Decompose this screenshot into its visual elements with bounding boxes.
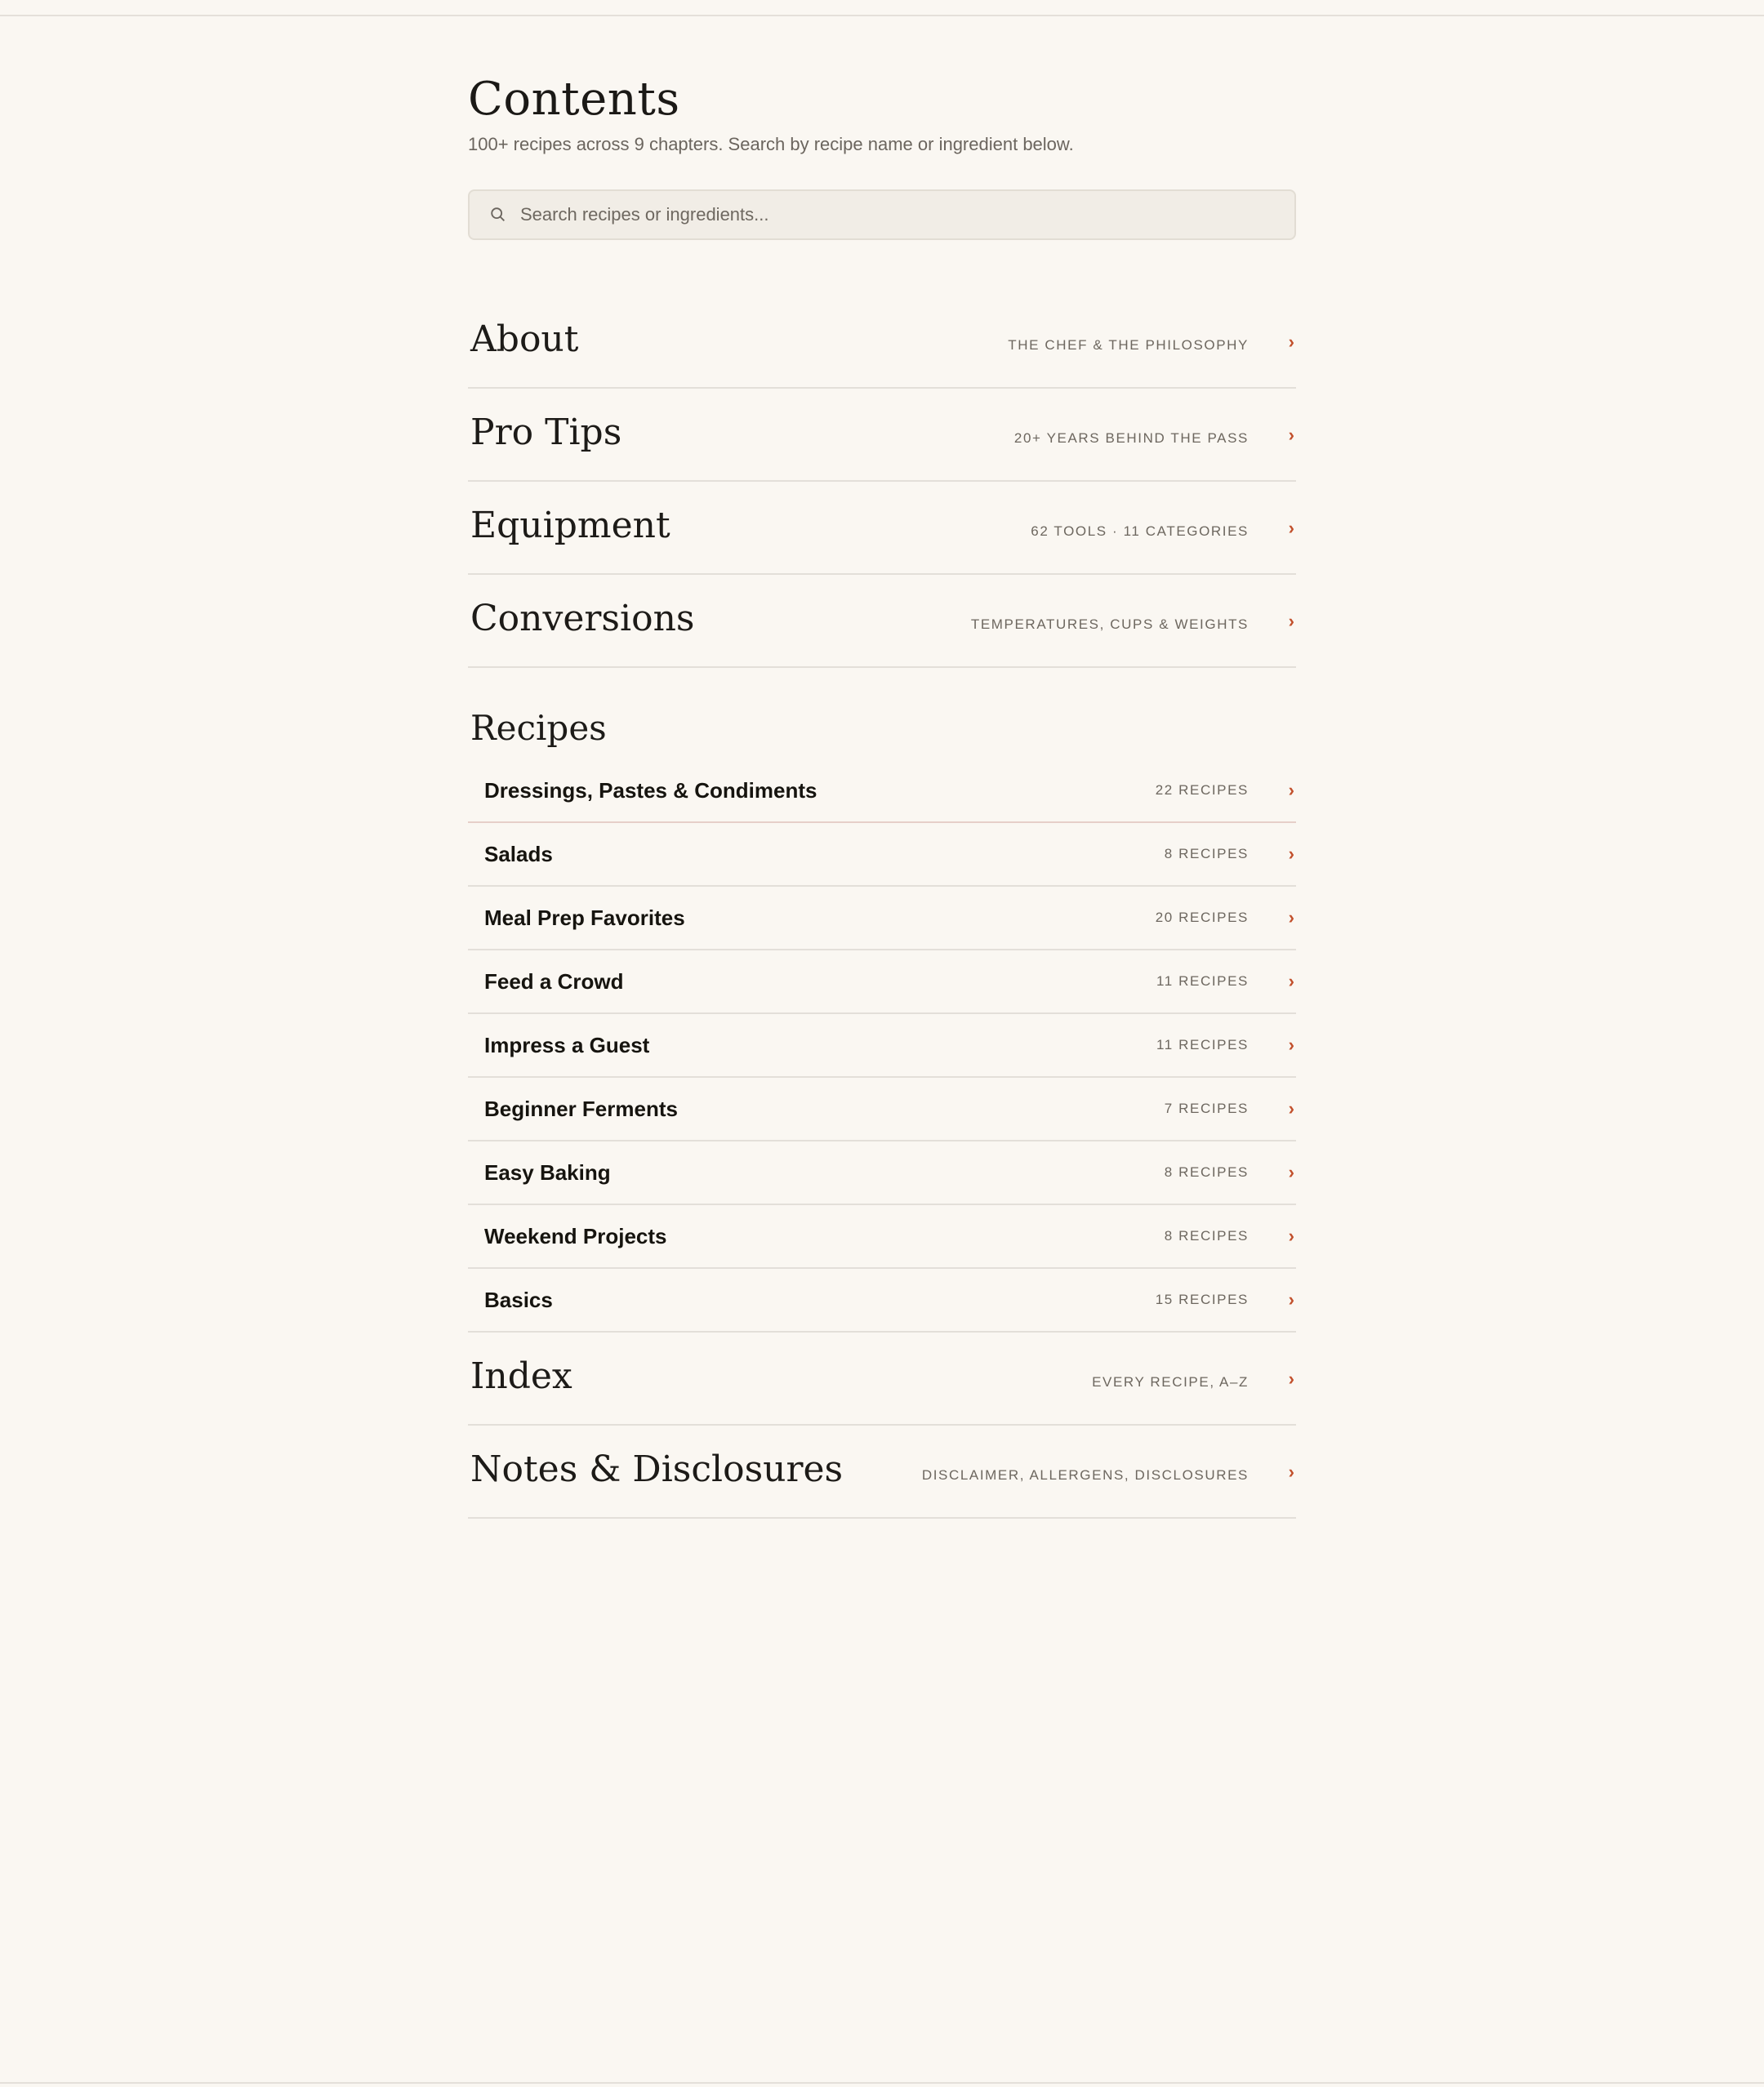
bottom-divider <box>0 2082 1764 2084</box>
recipe-category-row[interactable] <box>468 887 1296 950</box>
chapter-meta: DISCLAIMER, ALLERGENS, DISCLOSURES <box>921 1467 1249 1483</box>
chapter-meta: 20+ YEARS BEHIND THE PASS <box>1013 430 1249 446</box>
recipe-count: 11 RECIPES <box>1156 1037 1249 1052</box>
chevron-right-icon: › <box>1288 425 1294 445</box>
page-title: Contents <box>468 73 680 126</box>
chevron-right-icon: › <box>1288 1162 1294 1182</box>
recipe-category-name: Meal Prep Favorites <box>484 905 685 930</box>
recipe-category-row[interactable] <box>468 1014 1296 1078</box>
chapter-title: Equipment <box>470 504 670 546</box>
chevron-right-icon: › <box>1288 971 1294 991</box>
search-icon <box>489 206 507 224</box>
contents-page <box>468 67 1296 1519</box>
chevron-right-icon: › <box>1288 332 1294 352</box>
recipe-category-row[interactable] <box>468 823 1296 887</box>
chevron-right-icon: › <box>1288 1368 1294 1389</box>
chevron-right-icon: › <box>1288 1462 1294 1482</box>
chapter-row-pro-tips[interactable] <box>468 389 1296 482</box>
chapter-list <box>468 296 1296 1519</box>
recipe-category-name: Beginner Ferments <box>484 1096 678 1121</box>
recipe-category-name: Dressings, Pastes & Condiments <box>484 777 817 803</box>
chapter-row-notes-disclosures[interactable] <box>468 1426 1296 1519</box>
recipe-category-name: Easy Baking <box>484 1159 611 1185</box>
recipe-category-name: Impress a Guest <box>484 1032 650 1057</box>
recipe-count: 15 RECIPES <box>1155 1292 1249 1307</box>
recipe-category-name: Salads <box>484 841 553 866</box>
recipe-category-list <box>468 759 1296 1333</box>
chapter-title: Conversions <box>470 597 695 639</box>
chapter-title: Notes & Disclosures <box>470 1448 844 1490</box>
recipe-category-row[interactable] <box>468 950 1296 1014</box>
recipe-count: 20 RECIPES <box>1155 910 1249 925</box>
chapter-meta: EVERY RECIPE, A–Z <box>1092 1374 1249 1390</box>
recipe-category-name: Basics <box>484 1287 553 1312</box>
chapter-meta: THE CHEF & THE PHILOSOPHY <box>1008 337 1249 353</box>
recipe-category-name: Feed a Crowd <box>484 968 624 994</box>
chevron-right-icon: › <box>1288 907 1294 928</box>
chapter-title: Pro Tips <box>470 411 622 453</box>
top-divider <box>0 15 1764 16</box>
chapter-title: Index <box>470 1355 572 1397</box>
chapter-row-about[interactable] <box>468 296 1296 389</box>
chevron-right-icon: › <box>1288 1226 1294 1246</box>
search-input[interactable] <box>519 203 1257 226</box>
chevron-right-icon: › <box>1288 1289 1294 1310</box>
recipe-count: 11 RECIPES <box>1156 973 1249 989</box>
recipe-category-name: Weekend Projects <box>484 1223 667 1248</box>
page-subtitle: 100+ recipes across 9 chapters. Search by recipe name or ingredient below. <box>468 134 1074 154</box>
chevron-right-icon: › <box>1288 1098 1294 1119</box>
recipe-count: 22 RECIPES <box>1155 782 1249 798</box>
recipe-count: 7 RECIPES <box>1164 1101 1249 1116</box>
recipe-category-row[interactable] <box>468 1205 1296 1269</box>
chevron-right-icon: › <box>1288 843 1294 864</box>
chapter-meta: 62 TOOLS · 11 CATEGORIES <box>1031 523 1249 539</box>
recipes-heading: Recipes <box>470 708 607 748</box>
search-box[interactable] <box>468 189 1296 240</box>
chapter-row-equipment[interactable] <box>468 482 1296 575</box>
recipe-count: 8 RECIPES <box>1164 1228 1249 1244</box>
recipe-category-row[interactable] <box>468 1141 1296 1205</box>
chevron-right-icon: › <box>1288 518 1294 538</box>
recipe-category-row[interactable] <box>468 759 1296 823</box>
recipe-category-row[interactable] <box>468 1269 1296 1333</box>
chevron-right-icon: › <box>1288 1035 1294 1055</box>
chapter-meta: TEMPERATURES, CUPS & WEIGHTS <box>970 616 1249 632</box>
chevron-right-icon: › <box>1288 780 1294 800</box>
chevron-right-icon: › <box>1288 611 1294 631</box>
chapter-title: About <box>470 318 579 360</box>
chapter-row-conversions[interactable] <box>468 575 1296 668</box>
chapter-row-index[interactable] <box>468 1333 1296 1426</box>
recipe-category-row[interactable] <box>468 1078 1296 1141</box>
recipe-count: 8 RECIPES <box>1164 846 1249 861</box>
recipe-count: 8 RECIPES <box>1164 1164 1249 1180</box>
